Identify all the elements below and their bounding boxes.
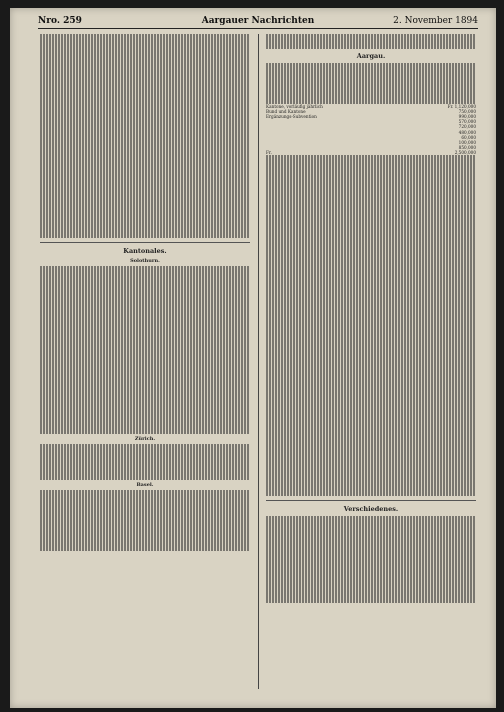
text-line (266, 44, 476, 49)
text-line (40, 546, 250, 551)
page-header (38, 16, 478, 29)
masthead-title: Aargauer Nachrichten (201, 16, 315, 26)
section-rule (40, 242, 250, 243)
ledger-row: 100,000 (458, 139, 476, 145)
subsection-heading: Zürich. (134, 435, 156, 442)
subsection-heading: Solothurn. (130, 257, 160, 264)
ledger-row: 60,000 (461, 134, 476, 140)
section-heading: Kantonales. (123, 246, 167, 255)
ledger-row: 480,000 (458, 129, 476, 135)
ledger-row: Bund und Kantone 750,000 (266, 109, 476, 115)
right-column (266, 34, 476, 603)
text-line (266, 99, 476, 104)
subsidy-ledger (266, 104, 476, 155)
issue-date: 2. November 1894 (393, 16, 478, 26)
ledger-row: 720,000 (458, 124, 476, 130)
ledger-row: 850,000 (458, 144, 476, 150)
text-line (266, 491, 476, 496)
ledger-row: Kantone, vorläufig jährlich Fr. 1,120,000 (266, 104, 476, 110)
subsection-heading: Basel. (136, 481, 154, 488)
section-rule (266, 500, 476, 501)
text-line (40, 429, 250, 434)
text-line (40, 233, 250, 238)
column-divider (258, 34, 259, 689)
section-heading: Aargau. (356, 52, 386, 61)
text-line (266, 598, 476, 603)
issue-number: Nro. 259 (38, 16, 82, 26)
ledger-row: Fr. 2,500,000 (266, 149, 476, 155)
text-line (40, 474, 250, 479)
ledger-row: Ergänzungs-Subvention 990,000 (266, 114, 476, 120)
left-column (40, 34, 250, 551)
ledger-row: 570,000 (458, 119, 476, 125)
section-heading: Verschiedenes. (343, 505, 399, 514)
